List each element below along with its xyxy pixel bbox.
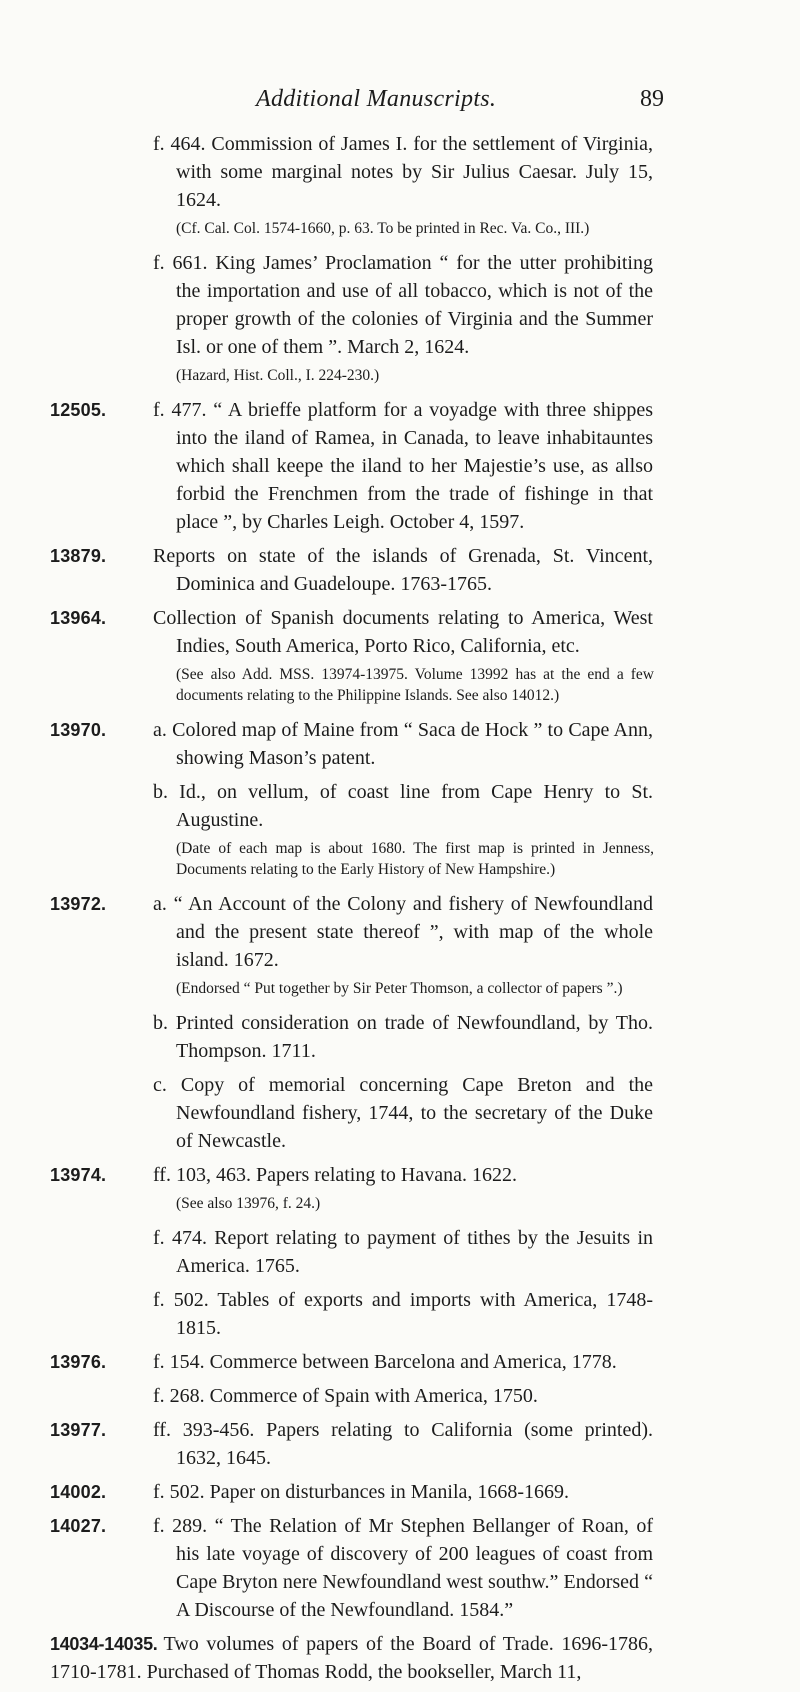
manuscript-number: 13974. (50, 1165, 107, 1185)
manuscript-number: 13972. (50, 894, 107, 914)
entry-text (0, 778, 653, 834)
page-body (0, 130, 800, 1692)
entry-text-line: a. Colored map of Maine from “ Saca de Hock ” to Cape Ann, showing Mason’s patent. (153, 719, 653, 769)
catalog-entry (0, 542, 800, 604)
manuscript-number: 13879. (50, 546, 107, 566)
catalog-entry (0, 1161, 800, 1214)
catalog-entry (0, 1478, 800, 1512)
entry-text-line: b. Printed consideration on trade of Newfoundland, by Tho. Thompson. 1711. (153, 1012, 653, 1062)
entry-text (0, 130, 653, 214)
entry-note: (Date of each map is about 1680. The first map is printed in Jenness, Documents relating to the Early History of New Hampshire.) (176, 840, 654, 878)
entry-text-line: c. Copy of memorial concerning Cape Breton and the Newfoundland fishery, 1744, to the secretary of the Duke of Newcastle. (153, 1074, 653, 1152)
catalog-entry (0, 1416, 800, 1478)
entry-text-line: f. 154. Commerce between Barcelona and America, 1778. (153, 1351, 617, 1373)
entry-text (0, 1630, 653, 1686)
entry-text (0, 249, 653, 361)
entry-text (0, 1382, 653, 1410)
entry-note: (See also Add. MSS. 13974-13975. Volume 13992 has at the end a few documents relating to the Philippine Islands. See also 14012.) (176, 666, 654, 704)
entry-text-line: f. 661. King James’ Proclamation “ for the utter prohibiting the importation and use of all tobacco, which is not of the proper growth of the colonies of Virginia and the Summer Isl. or one of them ”. March 2, 1624. (153, 252, 653, 358)
catalog-entry (0, 604, 800, 706)
catalog-entry (0, 1009, 800, 1071)
catalog-entry (0, 890, 800, 999)
catalog-entry (0, 1382, 800, 1416)
catalog-entry (0, 1348, 800, 1382)
entry-text-line: Reports on state of the islands of Grenada, St. Vincent, Dominica and Guadeloupe. 1763-1765. (153, 545, 653, 595)
manuscript-number: 14002. (50, 1482, 107, 1502)
catalog-entry (0, 1071, 800, 1161)
entry-text (0, 1224, 653, 1280)
catalog-entry (0, 1286, 800, 1348)
entry-text-line: f. 464. Commission of James I. for the settlement of Virginia, with some marginal notes by Sir Julius Caesar. July 15, 1624. (153, 133, 653, 211)
manuscript-number: 12505. (50, 400, 107, 420)
entry-text-line: a. “ An Account of the Colony and fishery of Newfoundland and the present state thereof ”, with map of the whole island. 1672. (153, 893, 653, 971)
entry-text-line: f. 502. Paper on disturbances in Manila, 1668-1669. (153, 1481, 570, 1503)
entry-text-line: ff. 103, 463. Papers relating to Havana. 1622. (153, 1164, 517, 1186)
entry-text (0, 1071, 653, 1155)
manuscript-number: 14027. (50, 1516, 107, 1536)
entry-note: (See also 13976, f. 24.) (176, 1195, 321, 1212)
entry-text-line: Collection of Spanish documents relating to America, West Indies, South America, Porto Rico, California, etc. (153, 607, 653, 657)
catalog-entry (0, 1512, 800, 1630)
page-number: 89 (640, 86, 664, 112)
entry-text-line: 14034-14035. Two volumes of papers of the Board of Trade. 1696-1786, 1710-1781. Purchased of Thomas Rodd, the bookseller, March 11, (50, 1633, 653, 1683)
entry-note: (Cf. Cal. Col. 1574-1660, p. 63. To be printed in Rec. Va. Co., III.) (176, 220, 590, 237)
manuscript-number: 13964. (50, 608, 107, 628)
running-title: Additional Manuscripts. (256, 86, 497, 112)
catalog-entry (0, 1224, 800, 1286)
entry-text (0, 1009, 653, 1065)
manuscript-number: 13977. (50, 1420, 107, 1440)
catalog-entry (0, 130, 800, 239)
manuscript-number: 13970. (50, 720, 107, 740)
page-header (0, 86, 800, 116)
entry-text-line: f. 474. Report relating to payment of tithes by the Jesuits in America. 1765. (153, 1227, 653, 1277)
entry-note: (Endorsed “ Put together by Sir Peter Thomson, a collector of papers ”.) (176, 980, 623, 997)
entry-text-line: b. Id., on vellum, of coast line from Cape Henry to St. Augustine. (153, 781, 653, 831)
entry-note: (Hazard, Hist. Coll., I. 224-230.) (176, 367, 380, 384)
entry-text-line: f. 289. “ The Relation of Mr Stephen Bellanger of Roan, of his late voyage of discovery of 200 leagues of coast from Cape Bryton nere Newfoundland west southw.” Endorsed “ A Discourse of the Newfoundland. 1584.” (153, 1515, 653, 1621)
catalog-entry (0, 778, 800, 880)
entry-text-line: f. 477. “ A brieffe platform for a voyadge with three shippes into the iland of Ramea, in Canada, to leave inhabitauntes which shall keepe the iland to her Majestie’s use, as allso forbid the Frenchmen from the trade of fishinge in that place ”, by Charles Leigh. October 4, 1597. (153, 399, 653, 533)
manuscript-number: 14034-14035. (50, 1634, 158, 1654)
entry-text-line: f. 268. Commerce of Spain with America, 1750. (153, 1385, 538, 1407)
catalog-entry (0, 716, 800, 778)
catalog-entry (0, 396, 800, 542)
entry-text (0, 1286, 653, 1342)
catalog-entry (0, 1630, 800, 1692)
entry-text-line: ff. 393-456. Papers relating to California (some printed). 1632, 1645. (153, 1419, 653, 1469)
manuscript-number: 13976. (50, 1352, 107, 1372)
catalog-entry (0, 249, 800, 386)
entry-text-line: f. 502. Tables of exports and imports with America, 1748-1815. (153, 1289, 653, 1339)
